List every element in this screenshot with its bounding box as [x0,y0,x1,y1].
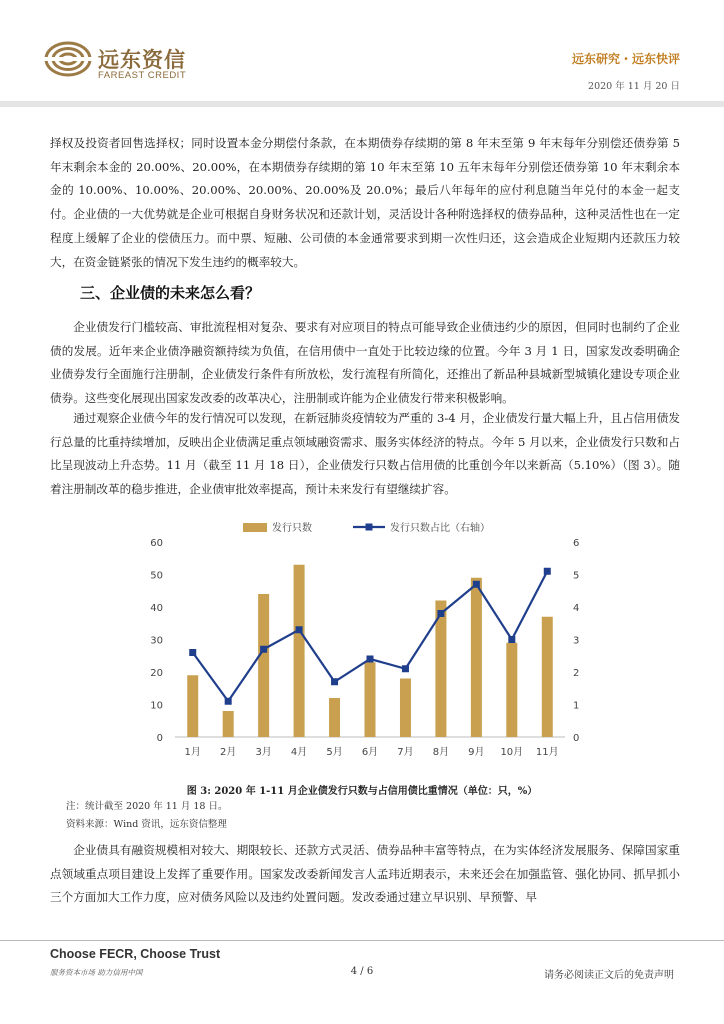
legend-bar-label: 发行只数 [272,523,312,534]
y-right-tick-label: 3 [573,635,580,647]
logo-english-name: FAREAST CREDIT [98,70,187,81]
y-right-tick-label: 1 [573,700,580,712]
figure-caption: 图 3: 2020 年 1-11 月企业债发行只数与占信用债比重情况（单位：只，%） [186,786,538,797]
x-tick-label: 5月 [326,747,343,758]
x-tick-label: 1月 [184,747,201,758]
ratio-point [402,665,409,672]
bar [506,643,517,737]
footer-divider [0,940,724,941]
bar [471,578,482,737]
ratio-point [508,636,515,643]
bar [542,617,553,737]
paragraph-3: 通过观察企业债今年的发行情况可以发现，在新冠肺炎疫情较为严重的 3-4 月，企业债发行量大幅上升，且占信用债发行总量的比重持续增加，反映出企业债满足重点领域融资需求、服务实体经济的特点。今年 5 月以来，企业债发行只数和占比呈现波动上升态势。11 月（截至 11 月 18 日），企业债发行只数占信用债的比重创今年以来新高（5.10%）（图 3）。随着注册制改革的稳步推进，企业债审批效率提高，预计未来发行有望继续扩容。 [50,411,680,497]
y-right-tick-label: 5 [573,570,580,582]
x-tick-label: 2月 [219,747,237,758]
y-left-tick-label: 0 [156,733,163,744]
legend-bar-swatch [243,523,267,532]
y-left-tick-label: 10 [150,700,163,712]
x-tick-label: 11月 [535,747,559,758]
ratio-point [331,678,338,685]
paragraph-1: 择权及投资者回售选择权；同时设置本金分期偿付条款，在本期债券存续期的第 8 年末至第 9 年末每年分别偿还债券第 5 年末剩余本金的 20.00%、20.00%，在本期债券存续期的第 10 年末至第 10 五年末每年分别偿还债券第 10 年末剩余本金的 10.00%、10.00%、20.00%、20.00%、20.00%及 20.0%；最后八年每年的应付利息随当年兑付的本金一起支付。企业债的一大优势就是企业可根据自身财务状况和还款计划，灵活设计各种附选择权的债券品种，这种灵活性也在一定程度上缓解了企业的偿债压力。而中票、短融、公司债的本金通常要求到期一次性归还，这会造成企业短期内还款压力较大，在资金链紧张的情况下发生违约的概率较大。 [50,136,680,269]
chart-source: 资料来源：Wind 资讯，远东资信整理 [66,819,227,830]
y-right-tick-label: 4 [573,603,580,614]
page-header [0,0,724,110]
ratio-point [189,649,196,656]
bar [187,675,198,737]
section-title: 三、企业债的未来怎么看？ [80,284,261,302]
y-left-tick-label: 30 [150,635,163,647]
ratio-point [544,568,551,575]
bar [365,662,376,737]
ratio-point [225,698,232,705]
x-tick-label: 7月 [397,747,414,758]
x-tick-label: 4月 [290,747,308,758]
bar [400,679,411,738]
footer-slogan: Choose FECR, Choose Trust [50,947,221,961]
paragraph-4: 企业债具有融资规模相对较大、期限较长、还款方式灵活、债券品种丰富等特点，在为实体经济发展服务、保障国家重点领域重点项目建设上发挥了重要作用。国家发改委新闻发言人孟玮近期表示，未来还会在加强监管、强化协同、抓早抓小三个方面加大工作力度，应对债务风险以及违约处置问题。发改委通过建立早识别、早预警、早 [50,843,680,905]
footer-disclaimer: 请务必阅读正文后的免责声明 [544,970,674,981]
legend-line-marker [366,524,373,531]
x-tick-label: 9月 [468,747,485,758]
fareast-logo-icon [44,40,92,78]
bar [258,594,269,737]
paragraph-2: 企业债发行门槛较高、审批流程相对复杂、要求有对应项目的特点可能导致企业债违约少的原因，但同时也制约了企业债的发展。近年来企业债净融资额持续为负值，在信用债中一直处于比较边缘的位置。今年 3 月 1 日，国家发改委明确企业债券发行全面施行注册制，企业债发行条件有所放松，发行流程有所简化，还推出了新品种县城新型城镇化建设专项企业债券。这些变化展现出国家发改委的改革决心，注册制或许能为企业债发行带来积极影响。 [50,320,680,406]
report-series: 远东研究・远东快评 [571,52,680,66]
x-tick-label: 3月 [255,747,272,758]
chart-note: 注：统计截至 2020 年 11 月 18 日。 [66,801,228,812]
bar [294,565,305,737]
x-tick-label: 8月 [432,747,450,758]
ratio-point [260,646,267,653]
bar [329,698,340,737]
y-right-tick-label: 0 [573,733,580,744]
page-number: 4 / 6 [350,966,374,977]
ratio-point [367,656,374,663]
logo-chinese-name: 远东资信 [98,48,186,72]
bar [223,711,234,737]
y-right-tick-label: 2 [573,668,580,679]
legend-line-label: 发行只数占比（右轴） [390,523,490,534]
y-right-tick-label: 6 [573,538,580,549]
report-date: 2020 年 11 月 20 日 [588,81,680,92]
ratio-point [437,610,444,617]
y-left-tick-label: 20 [150,668,163,679]
ratio-point [473,581,480,588]
y-left-tick-label: 40 [150,603,163,614]
footer-subslogan: 服务资本市场 助力信用中国 [50,968,143,977]
y-left-tick-label: 50 [150,570,163,582]
x-tick-label: 10月 [500,747,524,758]
chart-svg [130,512,600,774]
x-tick-label: 6月 [361,747,379,758]
y-left-tick-label: 60 [150,538,163,549]
issuance-chart [130,512,600,774]
header-divider [0,101,724,107]
ratio-point [296,626,303,633]
